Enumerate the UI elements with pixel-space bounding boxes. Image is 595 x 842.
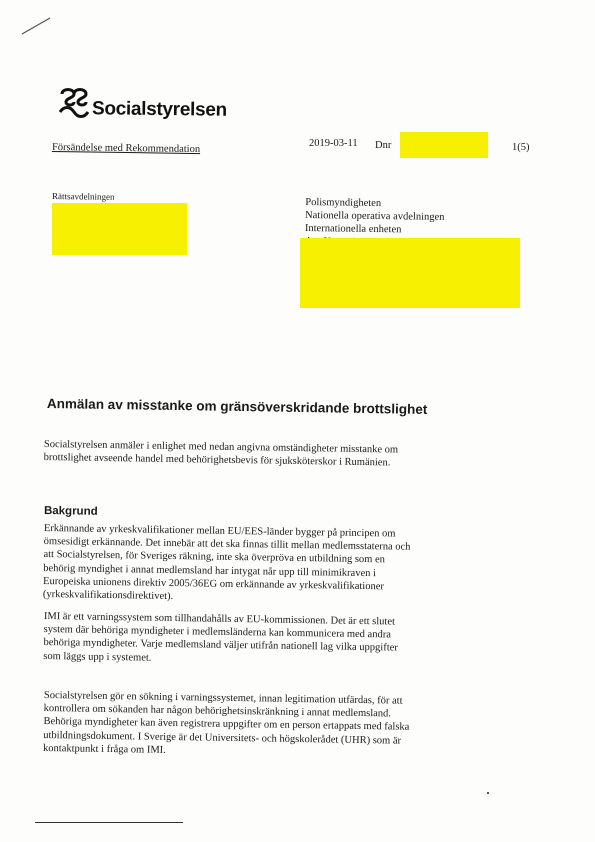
- pen-mark: [20, 14, 52, 36]
- recipient-line: Polismyndigheten: [305, 197, 382, 210]
- redaction-recipient: [300, 238, 520, 308]
- body-paragraph: Erkännande av yrkeskvalifikationer mellan EU/EES-länder bygger på principen om ömsesidigt erkännande. Det innebär att det ska finnas tillit mellan medlemsstaterna och att Socialstyrelsen, för Sveriges räkning, inte ska överpröva en utbildning som en behörig myndighet i annat medlemsland har intygat når upp till minimikraven i Europeiska unionens direktiv 2005/36EG om erkännande av yrkeskvalifikationer (yrkeskvalifikationsdirektivet).: [42, 522, 411, 603]
- dnr-label: Dnr: [375, 140, 392, 151]
- redaction-sender: [52, 203, 187, 255]
- recipient-line: Internationella enheten: [304, 222, 402, 236]
- document-type: Försändelse med Rekommendation: [51, 142, 201, 156]
- recipient-line: Nationella operativa avdelningen: [305, 210, 445, 223]
- document-title: Anmälan av misstanke om gränsöverskridande brottslighet: [46, 396, 428, 417]
- logo-text: Socialstyrelsen: [91, 98, 228, 121]
- sender-department: Rättsavdelningen: [51, 191, 115, 202]
- body-paragraph: Socialstyrelsen gör en sökning i varningssystemet, innan legitimation utfärdas, för att kontrollera om sökanden har någon behörighetsinskränkning i annat medlemsland. Behöriga myndigheter kan även registrera uppgifter om en person ertappats med falska utbildningsdokument. I Sverige är det Universitets- och högskolerådet (UHR) som är kontaktpunkt i fråga om IMI.: [42, 689, 410, 756]
- socialstyrelsen-logo-icon: [56, 86, 92, 120]
- intro-paragraph: Socialstyrelsen anmäler i enlighet med nedan angivna omständigheter misstanke om brottslighet avseende handel med behörighetsbevis för sjuksköterskor i Rumänien.: [43, 438, 399, 469]
- body-paragraph: IMI är ett varningssystem som tillhandahålls av EU-kommissionen. Det är ett slutet system där behöriga myndigheter i medlemsländerna kan kommunicera med andra behöriga myndigheter. Varje medlemsland väljer utifrån nationell lag vilka uppgifter som läggs upp i systemet.: [43, 610, 398, 664]
- section-heading: Bakgrund: [43, 505, 98, 518]
- footer-rule: [35, 822, 183, 823]
- redaction-dnr: [400, 132, 488, 158]
- page-number: 1(5): [512, 142, 530, 153]
- document-date: 2019-03-11: [309, 138, 358, 149]
- scan-speck: [487, 792, 489, 794]
